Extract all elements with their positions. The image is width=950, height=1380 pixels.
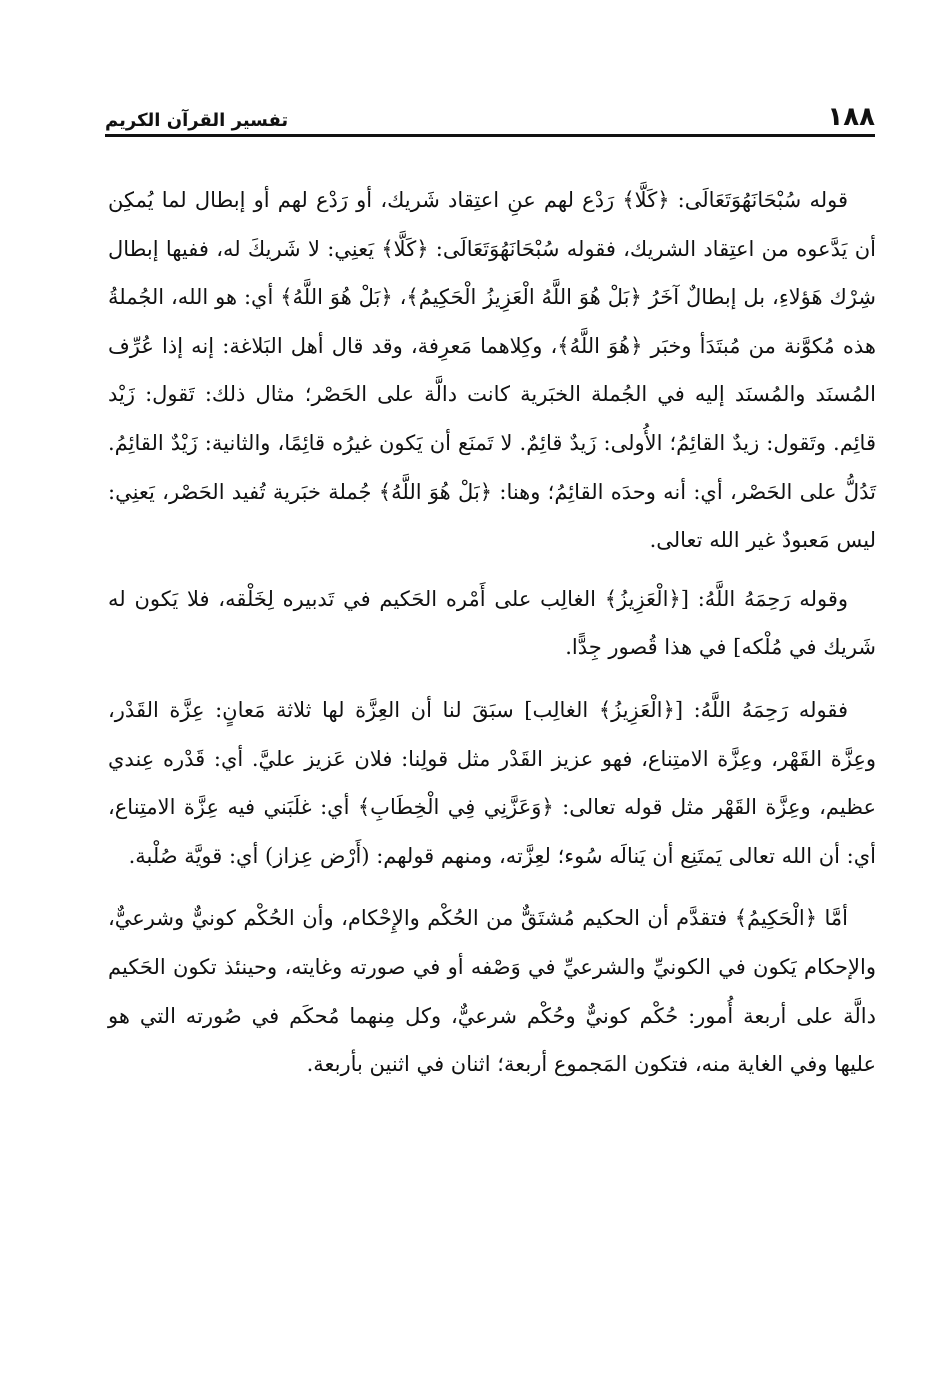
running-header xyxy=(105,96,875,137)
paragraph-3: فقوله رَحِمَهُ اللَّهُ: [﴿الْعَزِيزُ﴾ الغالِب] سبَقَ لنا أن العِزَّة لها ثلاثة مَعانٍ: عِزَّة القَدْر، وعِزَّة القَهْر، وعِزَّة الامتِناع، فهو عزيز القَدْر مثل قولِنا: فلان عَزيز عليَّ. أي: قَدْره عِندي عظيم، وعِزَّة القَهْر مثل قوله تعالى: ﴿وَعَزَّنِي فِي الْخِطَابِ﴾ أي: غلَبَني فيه عِزَّة الامتِناع، أي: أن الله تعالى يَمتَنِع أن يَنالَه سُوء؛ لعِزَّته، ومنهم قولهم: (أَرْض عِزاز) أي: قويَّة صُلْبة. xyxy=(108,697,876,868)
book-title: تفسير القرآن الكريم xyxy=(105,110,289,131)
paragraph-1: قوله سُبْحَانَهُوَتَعَالَى: ﴿كَلَّا﴾ رَدْع لهم عنِ اعتِقاد شَريك، أو رَدْع لهم أو إبطال لما يُمكِن أن يَدَّعوه من اعتِقاد الشريك، فقوله سُبْحَانَهُوَتَعَالَى: ﴿كَلَّا﴾ يَعنِي: لا شَريكَ له، ففيها إبطال شِرْك هَؤلاءِ، بل إبطالٌ آخَرُ ﴿بَلْ هُوَ اللَّهُ الْعَزِيزُ الْحَكِيمُ﴾، ﴿بَلْ هُوَ اللَّهُ﴾ أي: هو الله، الجُملةُ هذه مُكوَّنة من مُبتَدَأ وخبَر ﴿هُوَ اللَّهُ﴾، وكِلاهما مَعرِفة، وقد قال أهل البَلاغة: إنه إذا عُرِّف المُسنَد والمُسنَد إليه في الجُملة الخبَرية كانت دالَّة على الحَصْر؛ مثال ذلك: تَقول: زَيْد قائِم. وتَقول: زيدٌ القائِمُ؛ الأُولى: زَيدٌ قائِمٌ. لا تَمنَع أن يَكون غيرُه قائِمًا، والثانية: زَيْدٌ القائِمُ. تَدُلُّ على الحَصْر، أي: أنه وحدَه القائِمُ؛ وهنا: ﴿بَلْ هُوَ اللَّهُ﴾ جُملة خبَرية تُفيد الحَصْر، يَعنِي: ليس مَعبودٌ غير الله تعالى. xyxy=(108,188,876,553)
paragraph-4: أمَّا ﴿الْحَكِيمُ﴾ فتقدَّم أن الحكيم مُشتَقٌّ من الحُكْم والإِحْكام، وأن الحُكْم كونيٌّ وشرعيٌّ، والإحكام يَكون في الكونيِّ والشرعيِّ في وَصْفه أو في صورته وغايته، وحينئذ تكون الحَكيم دالَّة على أربعة أُمور: حُكْم كونيٌّ وحُكْم شرعيٌّ، وكل مِنهما مُحكَم في صُورته التي هو عليها وفي الغاية منه، فتكون المَجموع أربعة؛ اثنان في اثنين بأربعة. xyxy=(108,906,876,1077)
page-number: ١٨٨ xyxy=(827,102,875,132)
paragraph-2: وقوله رَحِمَهُ اللَّهُ: [﴿الْعَزِيزُ﴾ الغالِب على أَمْره الحَكيم في تَدبيره لِخَلْقه، فلا يَكون له شَريك في مُلْكه] في هذا قُصور جِدًّا. xyxy=(108,586,876,660)
page-body xyxy=(108,176,876,1103)
